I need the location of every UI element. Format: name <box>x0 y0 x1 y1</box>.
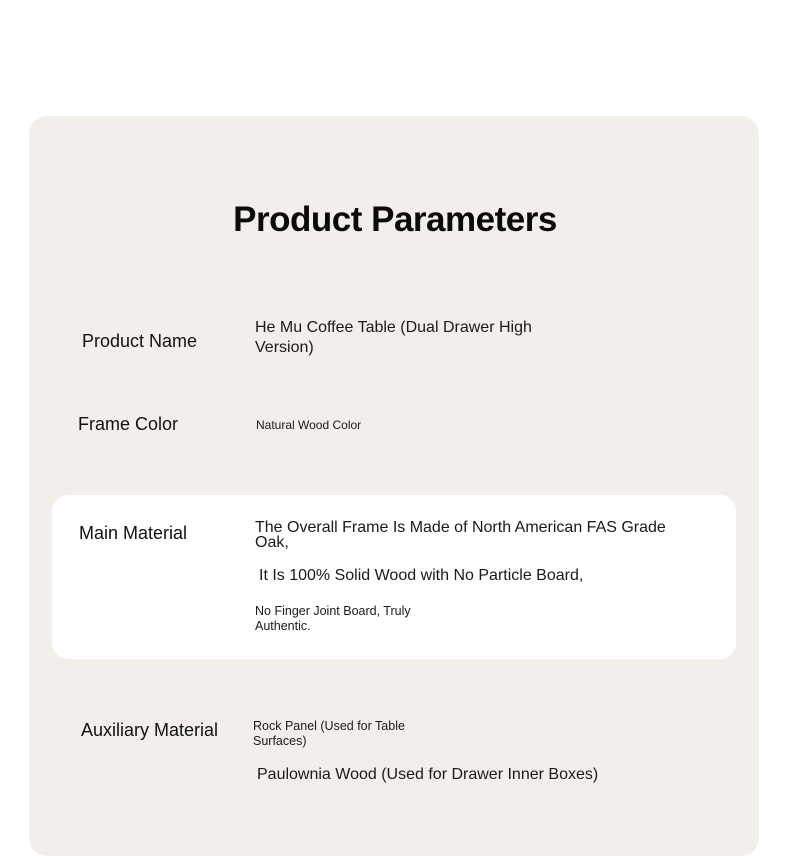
main-material-line-2: It Is 100% Solid Wood with No Particle Board, <box>259 567 584 584</box>
main-material-label: Main Material <box>79 523 188 543</box>
page-title: Product Parameters <box>233 200 557 239</box>
auxiliary-material-line-2: Paulownia Wood (Used for Drawer Inner Boxes) <box>257 766 599 783</box>
main-material-line-3: No Finger Joint Board, Truly Authentic. <box>255 604 411 633</box>
product-name-label: Product Name <box>82 331 198 351</box>
product-name-value: He Mu Coffee Table (Dual Drawer High Version) <box>255 319 532 356</box>
auxiliary-material-label: Auxiliary Material <box>81 720 219 740</box>
frame-color-label: Frame Color <box>78 414 179 434</box>
auxiliary-material-line-1: Rock Panel (Used for Table Surfaces) <box>253 719 405 748</box>
frame-color-value: Natural Wood Color <box>256 418 362 432</box>
main-material-line-1: The Overall Frame Is Made of North American FAS Grade Oak, <box>255 519 666 551</box>
